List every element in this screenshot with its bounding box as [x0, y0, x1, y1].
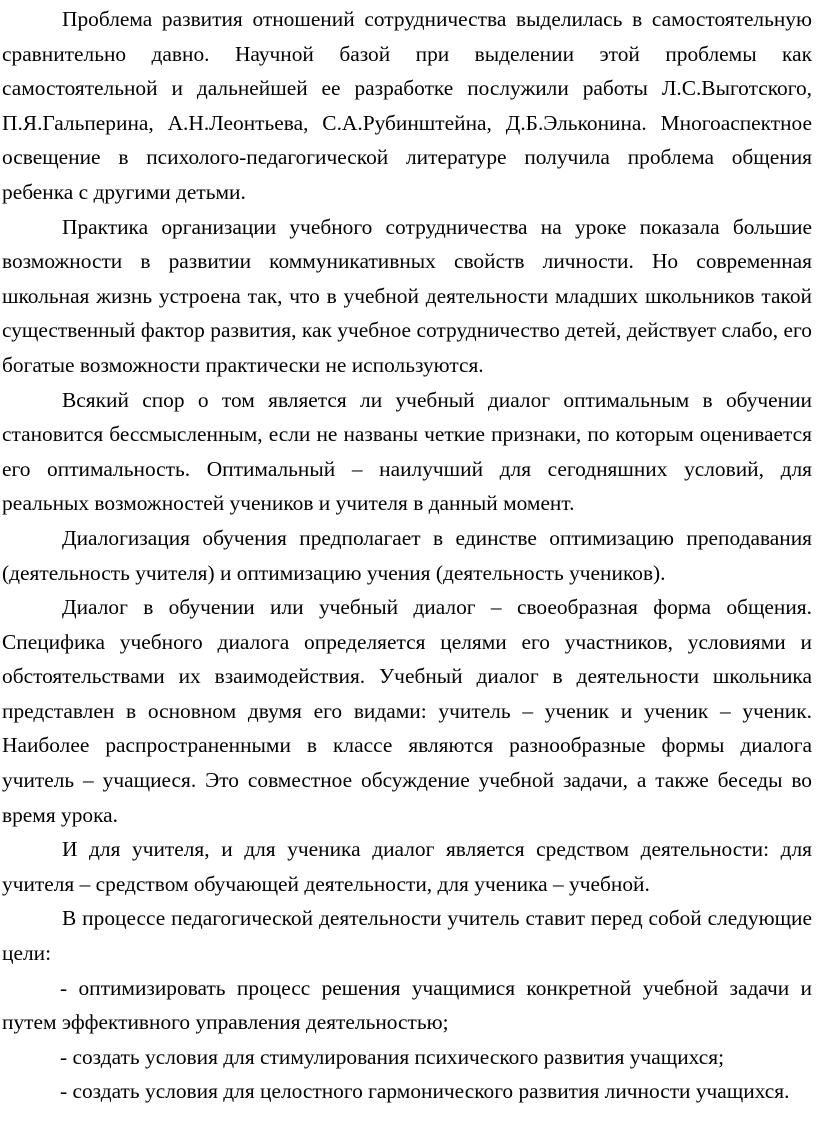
list-item-1: - оптимизировать процесс решения учащимися конкретной учебной задачи и путем эффективного управления деятельностью; [2, 975, 812, 1035]
paragraph-5: Диалог в обучении или учебный диалог – своеобразная форма общения. Специфика учебного диалога определяется целями его участников, условиями и обстоятельствами их взаимодействия. Учебный диалог в деятельности школьника представлен в основном двумя его видами: учитель – ученик и ученик – ученик. Наиболее распространенными в классе являются разнообразные формы диалога учитель – учащиеся. Это совместное обсуждение учебной задачи, а также беседы во время урока. [2, 595, 812, 827]
paragraph-6: И для учителя, и для ученика диалог является средством деятельности: для учителя – средством обучающей деятельности, для ученика – учебной. [2, 837, 812, 896]
list-item-3: - создать условия для целостного гармонического развития личности учащихся. [60, 1079, 790, 1104]
paragraph-1: Проблема развития отношений сотрудничества выделилась в самостоятельную сравнительно давно. Научной базой при выделении этой проблемы как самостоятельной и дальнейшей ее разработке послужили работы Л.С.Выготского, П.Я.Гальперина, А.Н.Леонтьева, С.А.Рубинштейна, Д.Б.Эльконина. Многоаспектное освещение в психолого-педагогической литературе получила проблема общения ребенка с другими детьми. [2, 7, 812, 204]
paragraph-2: Практика организации учебного сотрудничества на уроке показала большие возможности в развитии коммуникативных свойств личности. Но современная школьная жизнь устроена так, что в учебной деятельности младших школьников такой существенный фактор развития, как учебное сотрудничество детей, действует слабо, его богатые возможности практически не используются. [2, 214, 812, 377]
paragraph-7: В процессе педагогической деятельности учитель ставит перед собой следующие цели: [2, 906, 812, 966]
list-item-2: - создать условия для стимулирования психического развития учащихся; [60, 1044, 725, 1069]
paragraph-4: Диалогизация обучения предполагает в единстве оптимизацию преподавания (деятельность учителя) и оптимизацию учения (деятельность учеников). [2, 525, 812, 585]
paragraph-3: Всякий спор о том является ли учебный диалог оптимальным в обучении становится бессмысленным, если не названы четкие признаки, по которым оценивается его оптимальность. Оптимальный – наилучший для сегодняшних условий, для реальных возможностей учеников и учителя в данный момент. [2, 387, 812, 516]
